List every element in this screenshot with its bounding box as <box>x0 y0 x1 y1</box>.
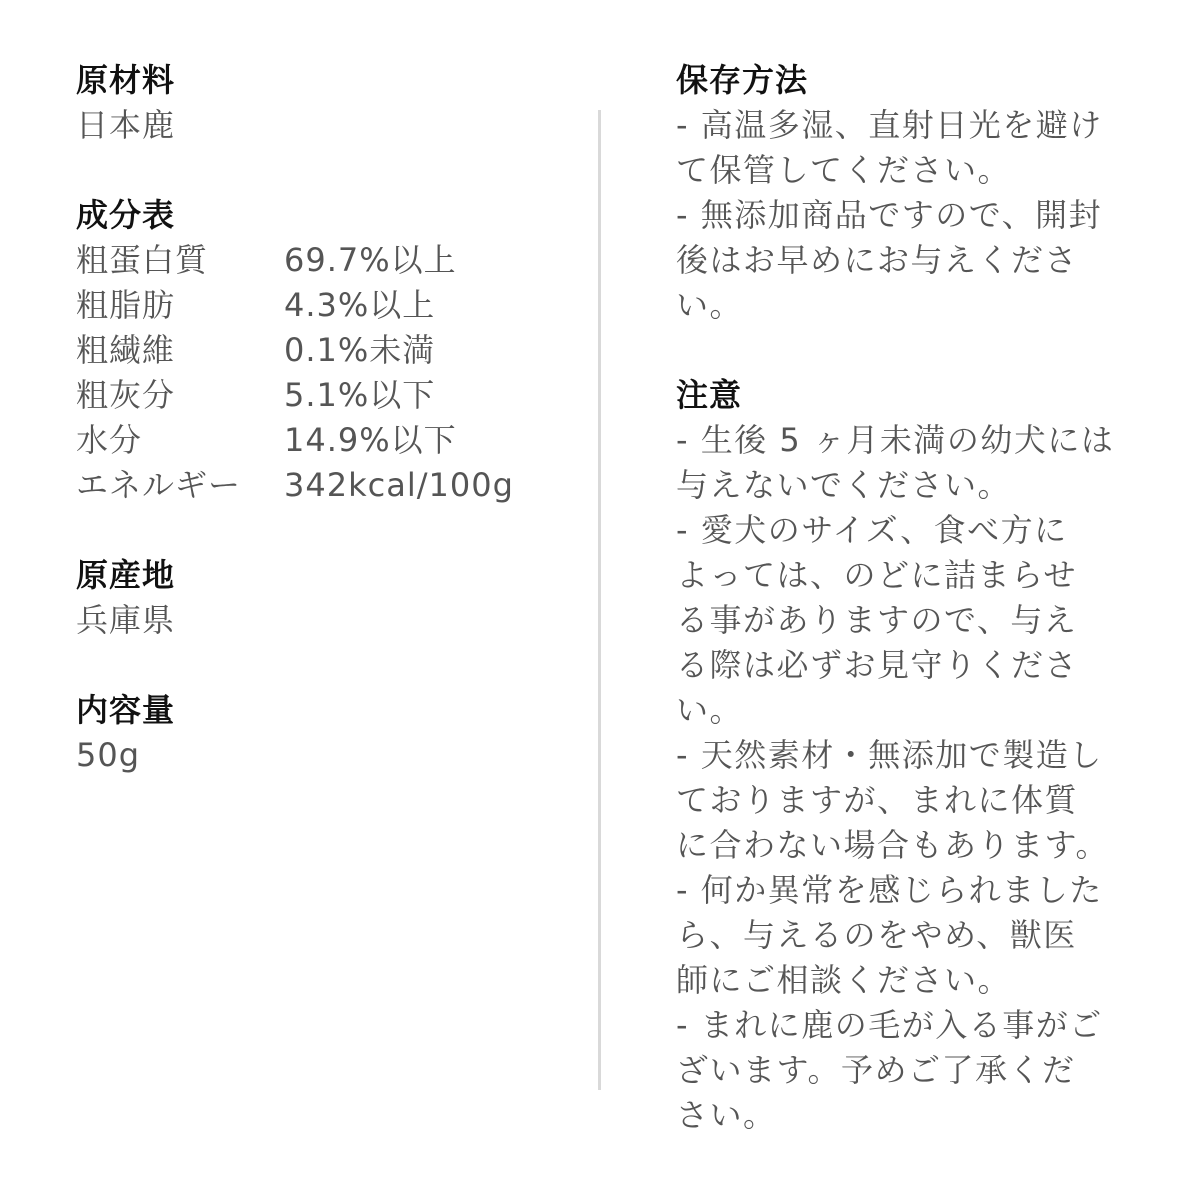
origin-section <box>76 553 576 643</box>
nutrition-name: 水分 <box>76 421 143 459</box>
content-section <box>76 688 576 778</box>
caution-line: - 天然素材・無添加で製造し <box>676 736 1103 774</box>
caution-line: ざいます。予めご了承くだ <box>676 1051 1076 1089</box>
caution-line: い。 <box>676 691 744 729</box>
content-heading: 内容量 <box>76 691 176 729</box>
caution-line: る事がありますので、与え <box>676 601 1078 639</box>
nutrition-heading: 成分表 <box>76 196 176 234</box>
storage-section <box>676 58 1146 328</box>
caution-line: - まれに鹿の毛が入る事がご <box>676 1006 1103 1044</box>
storage-line: い。 <box>676 286 744 324</box>
nutrition-name: 粗繊維 <box>76 331 176 369</box>
storage-line: て保管してください。 <box>676 151 1012 189</box>
ingredients-section <box>76 58 576 148</box>
caution-heading: 注意 <box>676 376 743 414</box>
caution-line: - 生後 5 ヶ月未満の幼犬には <box>676 421 1115 459</box>
nutrition-row <box>76 238 576 283</box>
nutrition-row <box>76 373 576 418</box>
left-column <box>76 58 576 823</box>
caution-line: る際は必ずお見守りくださ <box>676 646 1079 684</box>
storage-line: - 無添加商品ですので、開封 <box>676 196 1103 234</box>
right-column <box>676 58 1146 1183</box>
caution-line: 与えないでください。 <box>676 466 1012 504</box>
caution-line: ら、与えるのをやめ、獣医 <box>676 916 1077 954</box>
content-value: 50g <box>76 736 141 774</box>
caution-line: さい。 <box>676 1096 777 1134</box>
caution-section <box>676 373 1146 1138</box>
nutrition-row <box>76 328 576 373</box>
column-divider <box>598 110 601 1090</box>
nutrition-value: 342kcal/100g <box>284 466 514 504</box>
nutrition-value: 69.7%以上 <box>284 241 457 279</box>
ingredients-value: 日本鹿 <box>76 106 176 144</box>
nutrition-row <box>76 283 576 328</box>
caution-line: ておりますが、まれに体質 <box>676 781 1079 819</box>
nutrition-name: 粗脂肪 <box>76 286 176 324</box>
nutrition-name: 粗灰分 <box>76 376 176 414</box>
caution-line: - 何か異常を感じられました <box>676 871 1103 909</box>
nutrition-value: 5.1%以下 <box>284 376 436 414</box>
storage-heading: 保存方法 <box>676 61 809 99</box>
origin-heading: 原産地 <box>76 556 176 594</box>
caution-line: よっては、のどに詰まらせ <box>676 556 1078 594</box>
nutrition-name: エネルギー <box>76 466 242 504</box>
nutrition-table <box>76 238 576 508</box>
origin-value: 兵庫県 <box>76 601 176 639</box>
nutrition-row <box>76 463 576 508</box>
caution-line: に合わない場合もあります。 <box>676 826 1109 864</box>
ingredients-heading: 原材料 <box>76 61 176 99</box>
storage-line: 後はお早めにお与えくださ <box>676 241 1079 279</box>
nutrition-value: 14.9%以下 <box>284 421 457 459</box>
storage-line: - 高温多湿、直射日光を避け <box>676 106 1103 144</box>
nutrition-value: 0.1%未満 <box>284 331 436 369</box>
nutrition-value: 4.3%以上 <box>284 286 436 324</box>
nutrition-name: 粗蛋白質 <box>76 241 209 279</box>
caution-line: 師にご相談ください。 <box>676 961 1012 999</box>
nutrition-row <box>76 418 576 463</box>
caution-line: - 愛犬のサイズ、食べ方に <box>676 511 1068 549</box>
nutrition-section <box>76 193 576 508</box>
